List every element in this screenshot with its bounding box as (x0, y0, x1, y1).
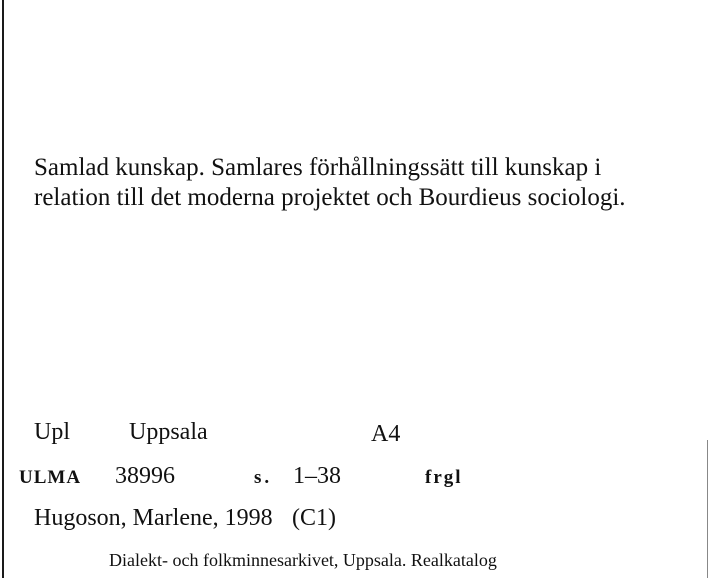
region-code: Upl (34, 419, 70, 445)
page-range: 1–38 (293, 463, 341, 489)
title-line-1: Samlad kunskap. Samlares förhållningssätt till kunskap i (34, 154, 602, 181)
title-line-2: relation till det moderna projektet och Bourdieus sociologi. (34, 184, 626, 211)
pages-label: s. (254, 467, 273, 488)
archive-footer: Dialekt- och folkminnesarkivet, Uppsala. Realkatalog (109, 550, 497, 570)
card-title (34, 153, 694, 213)
archive-code: ULMA (19, 467, 82, 488)
paper-format: A4 (371, 421, 401, 447)
card-right-border (707, 440, 708, 578)
record-number: 38996 (115, 463, 175, 489)
place-name: Uppsala (129, 419, 208, 445)
card-left-border (2, 0, 4, 578)
author-year: Hugoson, Marlene, 1998 (34, 505, 273, 531)
category-code: frgl (425, 467, 463, 488)
classification: (C1) (292, 505, 336, 531)
